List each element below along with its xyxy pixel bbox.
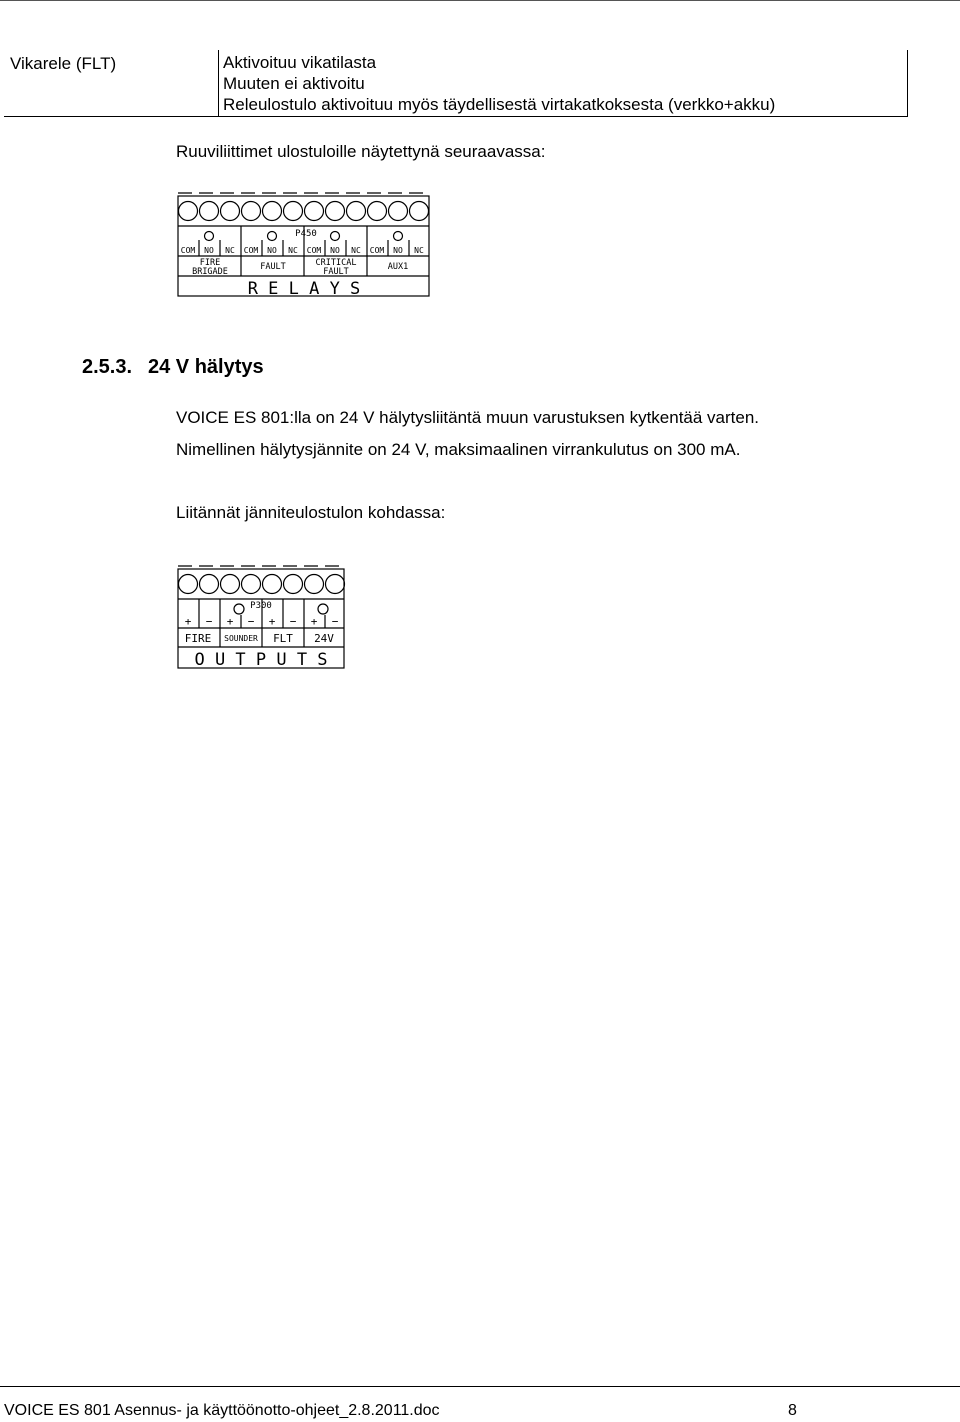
table-label: Vikarele (FLT) bbox=[10, 54, 117, 73]
output-group-label: FLT bbox=[273, 632, 293, 645]
relays-title: R E L A Y S bbox=[247, 279, 361, 299]
polarity-label: − bbox=[205, 615, 213, 628]
paragraph-2: Nimellinen hälytysjännite on 24 V, maksimaalinen virrankulutus on 300 mA. bbox=[176, 440, 741, 459]
relays-terminal-diagram bbox=[176, 190, 432, 300]
section-heading bbox=[82, 356, 264, 379]
output-group-label: 24V bbox=[314, 632, 334, 645]
group-label: FAULT bbox=[323, 267, 349, 277]
terminal-label: NO bbox=[204, 246, 214, 255]
outputs-terminal-diagram bbox=[176, 563, 348, 671]
polarity-label: − bbox=[289, 615, 297, 628]
terminal-label: NC bbox=[288, 246, 298, 255]
output-group-label: SOUNDER bbox=[224, 634, 258, 643]
table-divider bbox=[218, 50, 219, 116]
terminal-label: COM bbox=[243, 246, 259, 255]
polarity-label: − bbox=[247, 615, 255, 628]
output-group-label: FIRE bbox=[184, 632, 212, 645]
table-line: Releulostulo aktivoituu myös täydellisestä virtakatkoksesta (verkko+akku) bbox=[223, 95, 776, 114]
group-label: AUX1 bbox=[387, 262, 409, 272]
group-label: CRITICAL bbox=[315, 258, 357, 268]
group-label: FIRE bbox=[199, 258, 221, 268]
polarity-label: + bbox=[310, 615, 318, 628]
paragraph-1: VOICE ES 801:lla on 24 V hälytysliitäntä muun varustuksen kytkentää varten. bbox=[176, 408, 760, 427]
paragraph-3: Liitännät jänniteulostulon kohdassa: bbox=[176, 503, 446, 522]
page-number: 8 bbox=[788, 1402, 797, 1419]
terminal-label: COM bbox=[180, 246, 196, 255]
terminal-label: NC bbox=[225, 246, 235, 255]
polarity-label: + bbox=[184, 615, 192, 628]
terminal-label: NC bbox=[351, 246, 361, 255]
footer-text: VOICE ES 801 Asennus- ja käyttöönotto-ohjeet_2.8.2011.doc bbox=[4, 1402, 440, 1419]
relay-info-table bbox=[4, 50, 908, 117]
terminal-label: NO bbox=[267, 246, 277, 255]
outputs-board-label: P300 bbox=[250, 601, 272, 611]
terminal-label: NO bbox=[330, 246, 340, 255]
polarity-label: − bbox=[331, 615, 339, 628]
terminal-label: COM bbox=[369, 246, 385, 255]
group-label: BRIGADE bbox=[192, 267, 228, 277]
header-rule bbox=[0, 0, 960, 1]
terminal-label: NC bbox=[414, 246, 424, 255]
table-line: Muuten ei aktivoitu bbox=[223, 74, 365, 93]
section-title: 24 V hälytys bbox=[148, 356, 264, 378]
table-description bbox=[223, 52, 775, 115]
section-number: 2.5.3. bbox=[82, 356, 133, 378]
terminal-label: COM bbox=[306, 246, 322, 255]
relays-intro-paragraph: Ruuviliittimet ulostuloille näytettynä seuraavassa: bbox=[176, 142, 546, 161]
terminal-label: NO bbox=[393, 246, 403, 255]
relays-board-label: P450 bbox=[295, 229, 317, 239]
footer-rule bbox=[0, 1386, 960, 1387]
group-label: FAULT bbox=[260, 262, 286, 272]
table-line: Aktivoituu vikatilasta bbox=[223, 53, 377, 72]
table-border-right bbox=[907, 50, 908, 116]
polarity-label: + bbox=[268, 615, 276, 628]
polarity-label: + bbox=[226, 615, 234, 628]
outputs-title: O U T P U T S bbox=[194, 650, 328, 670]
